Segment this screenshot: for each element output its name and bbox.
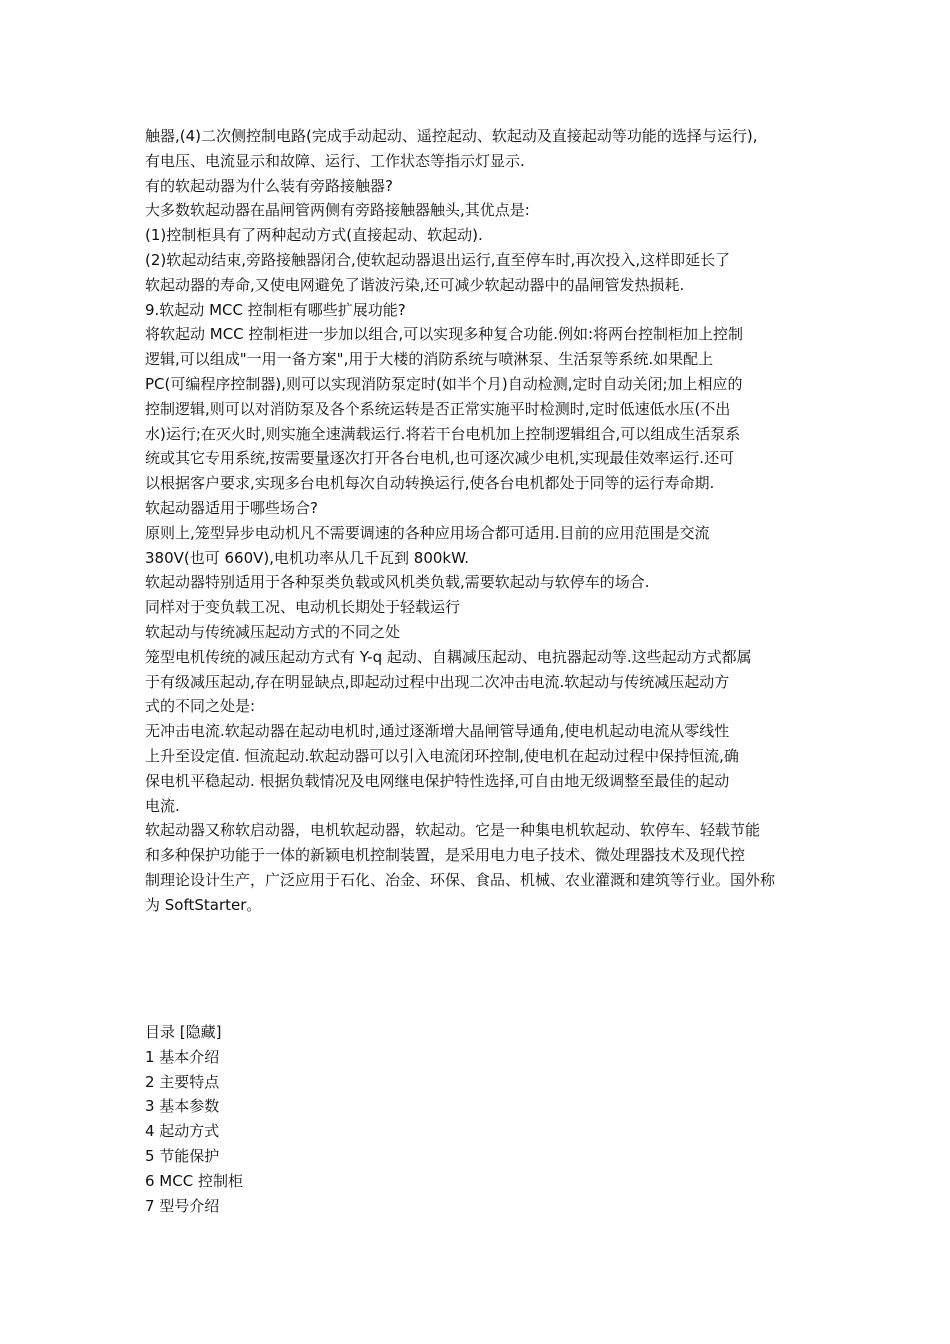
toc-item[interactable]: 3 基本参数 [145, 1097, 220, 1116]
toc-item[interactable]: 1 基本介绍 [145, 1047, 220, 1066]
toc-item[interactable]: 2 主要特点 [145, 1072, 220, 1091]
text-line: PC(可编程序控制器),则可以实现消防泵定时(如半个月)自动检测,定时自动关闭;加上相应的 [145, 374, 743, 393]
text-line: 制理论设计生产，广泛应用于石化、冶金、环保、食品、机械、农业灌溉和建筑等行业。国外称 [145, 870, 776, 889]
text-line: 同样对于变负载工况、电动机长期处于轻载运行 [145, 598, 461, 617]
toc-item[interactable]: 6 MCC 控制柜 [145, 1171, 243, 1190]
text-line: 统或其它专用系统,按需要量逐次打开各台电机,也可逐次减少电机,实现最佳效率运行.还可 [145, 449, 735, 468]
text-line: 以根据客户要求,实现多台电机每次自动转换运行,使各台电机都处于同等的运行寿命期. [145, 474, 715, 493]
text-line: 控制逻辑,则可以对消防泵及各个系统运转是否正常实施平时检测时,定时低速低水压(不出 [145, 399, 731, 418]
toc-title[interactable]: 目录 [隐藏] [145, 1023, 222, 1041]
text-line: (2)软起动结束,旁路接触器闭合,使软起动器退出运行,直至停车时,再次投入,这样即延长了 [145, 250, 731, 269]
text-line: 逻辑,可以组成"一用一备方案",用于大楼的消防系统与喷淋泵、生活泵等系统.如果配上 [145, 350, 714, 369]
table-of-contents [145, 1020, 545, 1218]
text-line: 380V(也可 660V),电机功率从几千瓦到 800kW. [145, 548, 469, 567]
toc-item[interactable]: 7 型号介绍 [145, 1196, 220, 1215]
text-line: 软起动器适用于哪些场合? [145, 498, 318, 517]
text-line: 电流. [145, 796, 180, 815]
text-line: 为 SoftStarter。 [145, 895, 262, 914]
text-line: 上升至设定值. 恒流起动.软起动器可以引入电流闭环控制,使电机在起动过程中保持恒流,确 [145, 746, 739, 765]
text-line: 无冲击电流.软起动器在起动电机时,通过逐渐增大晶闸管导通角,使电机起动电流从零线性 [145, 722, 730, 741]
text-line: 原则上,笼型异步电动机凡不需要调速的各种应用场合都可适用.目前的应用范围是交流 [145, 523, 710, 542]
text-line: 笼型电机传统的减压起动方式有 Y-q 起动、自耦减压起动、电抗器起动等.这些起动方式都属 [145, 647, 752, 666]
toc-item[interactable]: 4 起动方式 [145, 1122, 220, 1141]
text-line: 于有级减压起动,存在明显缺点,即起动过程中出现二次冲击电流.软起动与传统减压起动方 [145, 672, 730, 691]
text-line: 有的软起动器为什么装有旁路接触器? [145, 176, 393, 195]
text-line: 大多数软起动器在晶闸管两侧有旁路接触器触头,其优点是: [145, 201, 530, 220]
text-line: 软起动器特别适用于各种泵类负载或风机类负载,需要软起动与软停车的场合. [145, 573, 650, 592]
text-line: (1)控制柜具有了两种起动方式(直接起动、软起动). [145, 226, 483, 245]
text-line: 保电机平稳起动. 根据负载情况及电网继电保护特性选择,可自由地无级调整至最佳的起动 [145, 771, 730, 790]
text-line: 9.软起动 MCC 控制柜有哪些扩展功能? [145, 300, 406, 319]
text-line: 软起动器又称软启动器，电机软起动器，软起动。它是一种集电机软起动、软停车、轻载节能 [145, 821, 761, 840]
text-line: 有电压、电流显示和故障、运行、工作状态等指示灯显示. [145, 151, 525, 170]
text-line: 式的不同之处是: [145, 697, 256, 716]
text-line: 触器,(4)二次侧控制电路(完成手动起动、遥控起动、软起动及直接起动等功能的选择与运行), [145, 127, 758, 145]
text-line: 将软起动 MCC 控制柜进一步加以组合,可以实现多种复合功能.例如:将两台控制柜加上控制 [145, 325, 744, 344]
body-text [145, 124, 817, 918]
text-line: 水)运行;在灭火时,则实施全速满载运行.将若干台电机加上控制逻辑组合,可以组成生活泵系 [145, 424, 741, 443]
text-line: 和多种保护功能于一体的新颖电机控制装置，是采用电力电子技术、微处理器技术及现代控 [145, 846, 746, 865]
text-line: 软起动器的寿命,又使电网避免了谐波污染,还可减少软起动器中的晶闸管发热损耗. [145, 275, 685, 294]
toc-item[interactable]: 5 节能保护 [145, 1146, 220, 1165]
text-line: 软起动与传统减压起动方式的不同之处 [145, 622, 401, 641]
